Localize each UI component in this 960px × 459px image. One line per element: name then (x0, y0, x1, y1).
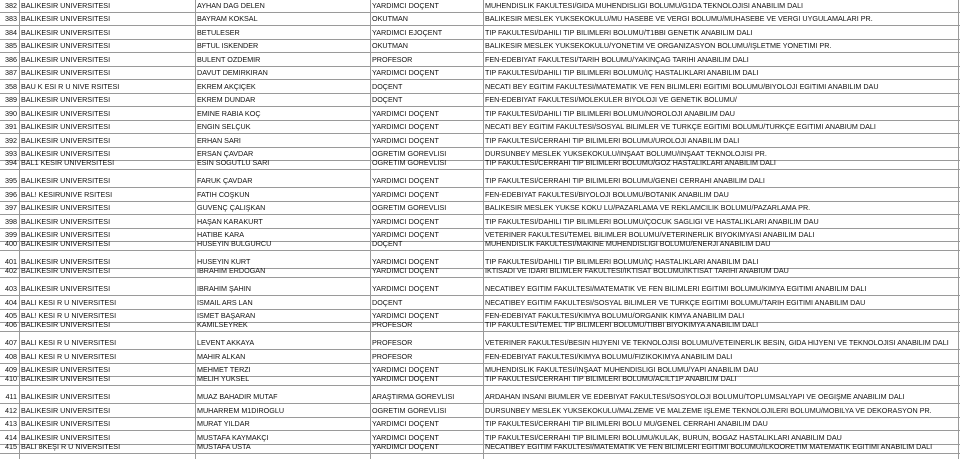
person-name-cell: IBRAHIM ŞAHIN (197, 284, 251, 293)
university-cell: BALIKESIR UNIVERSITESI (21, 28, 111, 37)
row-number: 411 (5, 392, 17, 401)
university-cell: BAL! KESIRUNIVE RSITESI (21, 190, 113, 199)
department-cell: TIP FAKULTESI/CERRAHI TIP BILIMLERI BOLU MU/GENEL CERRAHI ANABILIM DAU (485, 419, 768, 428)
person-name-cell: ESIN SOGUTLU SARI (197, 158, 270, 167)
academic-title-cell: OGRETIM GOREVLISI (372, 158, 447, 167)
table-row (0, 157, 960, 170)
university-cell: BALIKESIR UNIVERSITESI (21, 41, 111, 50)
department-cell: FEN-EDEBIYAT FAKULTESI/TARIH BOLUMU/YAKINÇAG TARIHI ANABILIM DALI (485, 55, 749, 64)
academic-title-cell: YARDIMCI DOÇENT (372, 230, 439, 239)
person-name-cell: HUSEYIN BULGURCU (197, 239, 272, 248)
academic-title-cell: YARDIMCI DOÇENT (372, 1, 439, 10)
university-cell: BALIKESIR UNIVERSITESI (21, 320, 111, 329)
university-cell: BALI KESI R U NIVERSITESI (21, 298, 117, 307)
department-cell: FEN-EDEBIYAT FAKULTESI/MOLEKULER BIYOLOJI VE GENETIK BOLUMU/ (485, 95, 737, 104)
person-name-cell: ISMET BAŞARAN (197, 311, 256, 320)
university-cell: BALI KESI R U NIVERSITESI (21, 352, 117, 361)
person-name-cell: BULENT OZDEMIR (197, 55, 261, 64)
row-number: 403 (5, 284, 17, 293)
row-number: 396 (5, 190, 17, 199)
academic-title-cell: YARDIMCI DOÇENT (372, 311, 439, 320)
table-row (0, 135, 960, 148)
table-row (0, 216, 960, 229)
row-number: 358 (5, 82, 17, 91)
department-cell: VETERINER FAKULTESI/TEMEL BILIMLER BOLUMU/VETERINERLIK BIYOKIMYASI ANABILIM DALI (485, 230, 815, 239)
academic-title-cell: YARDIMCI DOÇENT (372, 217, 439, 226)
academic-title-cell: YARDIMCI DOÇENT (372, 190, 439, 199)
person-name-cell: IBRAHIM ERDOGAN (197, 266, 266, 275)
academic-title-cell: YARDIMCI DOÇENT (372, 419, 439, 428)
department-cell: VETERINER FAKULTESI/BESIN HIJYENI VE TEKNOLOJISI BOLUMU/VETEINERLIK BESIN, GIDA HIJYENI VE TEKNOLOJISI ANABILIM DALI (485, 338, 949, 347)
table-row (0, 121, 960, 134)
row-number: 410 (5, 374, 17, 383)
row-number: 394 (5, 158, 17, 167)
person-name-cell: GUVENÇ ÇALIŞKAN (197, 203, 266, 212)
academic-title-cell: YARDIMCI DOÇENT (372, 266, 439, 275)
department-cell: DURSUNBEY MESLEK YUKSEKOKULU/INŞAAT BOLUMU/INŞAAT TEKNOLOJISI PR. (485, 149, 767, 158)
department-cell: NECATIBEY EGITIM FAKULTESI/MATEMATIK VE FEN BILIMLERI EGITIMI BOLUMU/ILKOORETIM MATEMATIK EGITIMI ANABILIM DALI (485, 442, 933, 451)
row-number: 408 (5, 352, 17, 361)
university-cell: BALIKESIR UNIVERSITESI (21, 176, 111, 185)
person-name-cell: HATIBE KARA (197, 230, 244, 239)
department-cell: TIP FAKULTESI/CERRAHI TIP BILIMLERI BOLUMU/UROLOJI ANABILIM DALI (485, 136, 740, 145)
person-name-cell: MUHARREM M1DIROGLU (197, 406, 285, 415)
department-cell: MUHENDISLIK FAKULTESI/GIDA MUHENDISLIGI BOLUMU/G1DA TEKNOLOJISI ANABILIM DALI (485, 1, 804, 10)
person-name-cell: BETULESER (197, 28, 240, 37)
row-number: 384 (5, 28, 17, 37)
person-name-cell: MURAT YILDAR (197, 419, 250, 428)
table-row (0, 202, 960, 215)
department-cell: TIP FAKULTESI/CERRAHI TIP BILIMLERI BOLUMU/KULAK, BURUN, BOGAZ HASTALIKLARI ANABILIM DAU (485, 433, 842, 442)
table-row (0, 441, 960, 454)
table-row (0, 351, 960, 364)
university-cell: BALIKESIR UNIVERSITESI (21, 122, 111, 131)
row-number: 405 (5, 311, 17, 320)
person-name-cell: HAŞAN KARAKURT (197, 217, 263, 226)
university-cell: BALIKESIR UNIVERSITESI (21, 136, 111, 145)
academic-title-cell: YARDIMCI EJOÇENT (372, 28, 443, 37)
department-cell: MUHENDISLIK FAKULTESI/MAKINE MUHENDISLIGI BOLUMU/ENERJI ANABILIM DAU (485, 239, 771, 248)
department-cell: TIP FAKULTESI/DAHILI TIP BILIMLERI BOLUMU/ÇOCUK SAGLIGI VE HASTALIKLARI ANABILIM DAU (485, 217, 819, 226)
table-row (0, 391, 960, 404)
person-name-cell: AYHAN DAG DELEN (197, 1, 265, 10)
university-cell: BALIKESIR UNIVERSITESI (21, 203, 111, 212)
academic-title-cell: YARDIMCI DOÇENT (372, 374, 439, 383)
table-row (0, 265, 960, 278)
person-name-cell: ISMAIL ARS LAN (197, 298, 253, 307)
person-name-cell: MUSTAFA KAYMAKÇI (197, 433, 269, 442)
department-cell: DURSUNBEY MESLEK YUKSEKOKULU/MALZEME VE MALZEME IŞLEME TEKNOLOJILERI BOLUMU/MOBILYA VE DEKORASYON PR. (485, 406, 932, 415)
row-number: 404 (5, 298, 17, 307)
department-cell: NECATI BEY EGITIM FAKULTESI/MATEMATIK VE FEN BILIMLERI EGITIMI BOLUMU/BIYOLOJI EGITIMI ANABILIM DAU (485, 82, 879, 91)
table-row (0, 297, 960, 310)
table-row (0, 94, 960, 107)
department-cell: FEN-EDEBIYAT FAKULTESI/KIMYA BOLUMU/FIZIKOKIMYA ANABILIM DALI (485, 352, 733, 361)
row-number: 414 (5, 433, 17, 442)
person-name-cell: MEHMET TERZI (197, 365, 251, 374)
table-row (0, 283, 960, 296)
academic-title-cell: YARDIMCI DOÇENT (372, 109, 439, 118)
university-cell: BALIKESIR UNIVERSITESI (21, 374, 111, 383)
university-cell: BALIKESIR UNIVERSITESI (21, 95, 111, 104)
person-name-cell: MAHIR ALKAN (197, 352, 246, 361)
department-cell: TIP FAKULTESI/DAHILI TIP BILIMLERI BOLUMU/IÇ HASTALIKLARI ANABILIM DALI (485, 68, 759, 77)
department-cell: TIP FAKULTESI/CERRAHI TIP BILIMLERI BOLUMU/GENEI CERRAHI ANABILIM DALI (485, 176, 765, 185)
university-cell: BALI KESI R U NIVERSITESI (21, 338, 117, 347)
university-cell: BALIKESIR UNIVERSITESI (21, 392, 111, 401)
academic-title-cell: OGRETIM GOREVLISI (372, 406, 447, 415)
academic-title-cell: DOÇENT (372, 95, 403, 104)
department-cell: BALIKESIR MESLEK YUKSEKOKULU/YONETIM VE ORGANIZASYON BOLUMU/IŞLETME YONETIMI PR. (485, 41, 832, 50)
department-cell: TIP FAKULTESI/DAHILI TIP BILIMLERI BOLUMU/IÇ HASTALIKLARI ANABILIM DALI (485, 257, 759, 266)
academic-title-cell: DOÇENT (372, 82, 403, 91)
row-number: 393 (5, 149, 17, 158)
department-cell: FEN-EDEBIYAT FAKULTESI/BIYOLOJI BOLUMU/BOTANIK ANABILIM DAU (485, 190, 729, 199)
row-number: 402 (5, 266, 17, 275)
academic-title-cell: YARDIMCI DOÇENT (372, 257, 439, 266)
row-number: 385 (5, 41, 17, 50)
university-cell: BALIKESIR UNIVERSITESI (21, 68, 111, 77)
university-cell: BALIKESIR UNIVERSITESI (21, 257, 111, 266)
academic-title-cell: ARAŞTIRMA GOREVLISI (372, 392, 455, 401)
row-number: 395 (5, 176, 17, 185)
academic-title-cell: YARDIMCI DOÇENT (372, 176, 439, 185)
row-number: 399 (5, 230, 17, 239)
university-cell: BALIKESIR UNIVERSITESI (21, 419, 111, 428)
row-number: 409 (5, 365, 17, 374)
department-cell: TIP FAKULTESI/DAHILI TIP BILIMLERI BOLUMU/T1BBI GENETIK ANABILIM DALI (485, 28, 753, 37)
row-number: 397 (5, 203, 17, 212)
department-cell: IKTISADI VE IDARI BILIMLER FAKULTESI/IKTISAT BOLUMU/IKTISAT TARIHI ANABIUM DAU (485, 266, 789, 275)
person-name-cell: HUSEYIN KURT (197, 257, 251, 266)
academic-title-cell: PROFESOR (372, 338, 413, 347)
university-cell: BALIKESIR UNIVERSITESI (21, 230, 111, 239)
table-row (0, 405, 960, 418)
university-cell: BAL1 KESIR UNIVERSITESI (21, 158, 115, 167)
department-cell: BALIKESIR MESLEK YUKSEKOKULU/MU HASEBE VE VERGI BOLUMU/MUHASEBE VE VERGI UYGULAMALARI PR. (485, 14, 873, 23)
person-name-cell: EMINE RABIA KOÇ (197, 109, 261, 118)
university-cell: BALIKESIR UNIVERSITESI (21, 365, 111, 374)
department-cell: TIP FAKULTESI/DAHILI TIP BILIMLERI BOLUMU/NOROLOJI ANABILIM DAU (485, 109, 735, 118)
department-cell: TIP FAKULTESI/TEMEL TIP BILIMLERI BOLUMU/TIBBI BIYOKIMYA ANABILIM DALI (485, 320, 759, 329)
row-number: 390 (5, 109, 17, 118)
person-name-cell: EKREM DUNDAR (197, 95, 256, 104)
academic-title-cell: DOÇENT (372, 298, 403, 307)
department-cell: FEN-EDEBIYAT FAKULTESI/KIMYA BOLUMU/ORGANIK KIMYA ANABILIM DALI (485, 311, 745, 320)
university-cell: BALIKESIR UNIVERSITESI (21, 433, 111, 442)
row-number: 387 (5, 68, 17, 77)
table-row (0, 189, 960, 202)
academic-title-cell: YARDIMCI DOÇENT (372, 122, 439, 131)
table-row (0, 373, 960, 386)
department-cell: TIP FAKULTESI/CERRAHI TIP BILIMLERI BOLUMU/ACILT1P ANABILIM DALI (485, 374, 737, 383)
row-number: 382 (5, 1, 17, 10)
department-cell: ARDAHAN INSANI BIUMLER VE EDEBIYAT FAKULTESI/SOSYOLOJI BOLUMU/TOPLUMSALYAPI VE OEGIŞME ANABILIM DALI (485, 392, 905, 401)
row-number: 400 (5, 239, 17, 248)
university-cell: BALIKESIR UNIVERSITESI (21, 284, 111, 293)
person-name-cell: MUSTAFA USTA (197, 442, 251, 451)
department-cell: NECATIBEY EGITIM FAKULTESI/MATEMATIK VE FEN BILIMLERI EGITIMI BOLUMU/KIMYA EGITIMI ANABILIM DALI (485, 284, 867, 293)
department-cell: NECATI BEY EGITIM FAKULTESI/SOSYAL BILIMLER VE TURKÇE EGITIMI BOLUMU/TURKÇE EGITIMI ANABIUM DALI (485, 122, 876, 131)
university-cell: BALIKESIR UNIVERSITESI (21, 266, 111, 275)
table-row (0, 319, 960, 332)
table-row (0, 337, 960, 350)
person-name-cell: DAVUT DEMIRKIRAN (197, 68, 268, 77)
university-cell: BALIKESIR UNIVERSITESI (21, 1, 111, 10)
row-number: 383 (5, 14, 17, 23)
table-row (0, 40, 960, 53)
table-row (0, 27, 960, 40)
academic-title-cell: YARDIMCI DOÇENT (372, 365, 439, 374)
row-number: 391 (5, 122, 17, 131)
university-cell: BAL! KESI R U NIVERSITESI (21, 311, 117, 320)
department-cell: NECATIBEY EGITIM FAKULTESI/SOSYAL BILIMLER VE TURKÇE EGITIMI BOLUMU/TARIH EGITIMI ANABILIM DAU (485, 298, 866, 307)
table-row (0, 0, 960, 13)
academic-title-cell: OGRETIM GOREVLISI (372, 149, 447, 158)
university-cell: BAU K ESI R U NIVE RSITESI (21, 82, 120, 91)
person-name-cell: ERHAN SARI (197, 136, 241, 145)
person-name-cell: MUAZ BAHADIR MUTAF (197, 392, 278, 401)
person-name-cell: KAMILSEYREK (197, 320, 248, 329)
university-cell: BALIKESIR UNIVERSITESI (21, 406, 111, 415)
row-number: 413 (5, 419, 17, 428)
person-name-cell: BFTUL ISKENDER (197, 41, 259, 50)
person-name-cell: BAYRAM KOKSAL (197, 14, 258, 23)
row-number: 389 (5, 95, 17, 104)
person-name-cell: FATIH COŞKUN (197, 190, 250, 199)
row-number: 407 (5, 338, 17, 347)
person-name-cell: MELIH YUKSEL (197, 374, 250, 383)
academic-title-cell: DOÇENT (372, 239, 403, 248)
university-cell: BALIKESIR UNIVERSITESI (21, 149, 111, 158)
table-row (0, 108, 960, 121)
university-cell: BALI 8KEŞI R U NIVERSITESI (21, 442, 121, 451)
person-name-cell: FARUK ÇAVDAR (197, 176, 253, 185)
university-cell: BALIKESIR UNIVERSITESI (21, 239, 111, 248)
person-name-cell: ENGIN SELÇUK (197, 122, 251, 131)
academic-title-cell: PROFESOR (372, 320, 413, 329)
academic-title-cell: OKUTMAN (372, 41, 408, 50)
row-number: 386 (5, 55, 17, 64)
university-cell: BALIKESIR UNIVERSITESI (21, 109, 111, 118)
table-row (0, 13, 960, 26)
department-cell: BALIKESIR MESLEK YUKSE KOKU LU/PAZARLAMA VE REKLAMCILIK BOLUMU/PAZARLAMA PR. (485, 203, 811, 212)
academic-title-cell: YARDIMCI DOÇENT (372, 442, 439, 451)
table-row (0, 67, 960, 80)
row-number: 412 (5, 406, 17, 415)
table-row (0, 418, 960, 431)
table-row (0, 175, 960, 188)
row-number: 415 (5, 442, 17, 451)
department-cell: MUHENDISLIK FAKULTESI/INŞAAT MUHENDISLIGI BOLUMU/YAPI ANABILIM DAU (485, 365, 759, 374)
academic-title-cell: YARDIMCI DOÇENT (372, 68, 439, 77)
person-name-cell: EKREM AKÇIÇEK (197, 82, 256, 91)
table-row (0, 238, 960, 251)
academic-title-cell: YARDIMCI DOÇENT (372, 284, 439, 293)
table-row (0, 81, 960, 94)
university-cell: BALIKESIR UNIVERSITESI (21, 14, 111, 23)
row-number: 406 (5, 320, 17, 329)
academic-title-cell: PROFESOR (372, 352, 413, 361)
academic-title-cell: OGRETIM GOREVLISI (372, 203, 447, 212)
academic-title-cell: YARDIMCI DOÇENT (372, 136, 439, 145)
person-name-cell: ERSAN ÇAVDAR (197, 149, 254, 158)
department-cell: TIP FAKULTESI/CERRAHI TIP BILIMLERI BOLUMU/GOZ HASTALIKLARI ANABILIM DALI (485, 158, 776, 167)
person-name-cell: LEVENT AKKAYA (197, 338, 255, 347)
row-number: 392 (5, 136, 17, 145)
academic-title-cell: OKUTMAN (372, 14, 408, 23)
row-number: 398 (5, 217, 17, 226)
university-cell: BALIKESIR UNIVERSITESI (21, 217, 111, 226)
table-row (0, 54, 960, 67)
academic-title-cell: YARDIMCI DOÇENT (372, 433, 439, 442)
university-cell: BALIKESIR UNIVERSITESI (21, 55, 111, 64)
row-number: 401 (5, 257, 17, 266)
academic-title-cell: PROFESOR (372, 55, 413, 64)
